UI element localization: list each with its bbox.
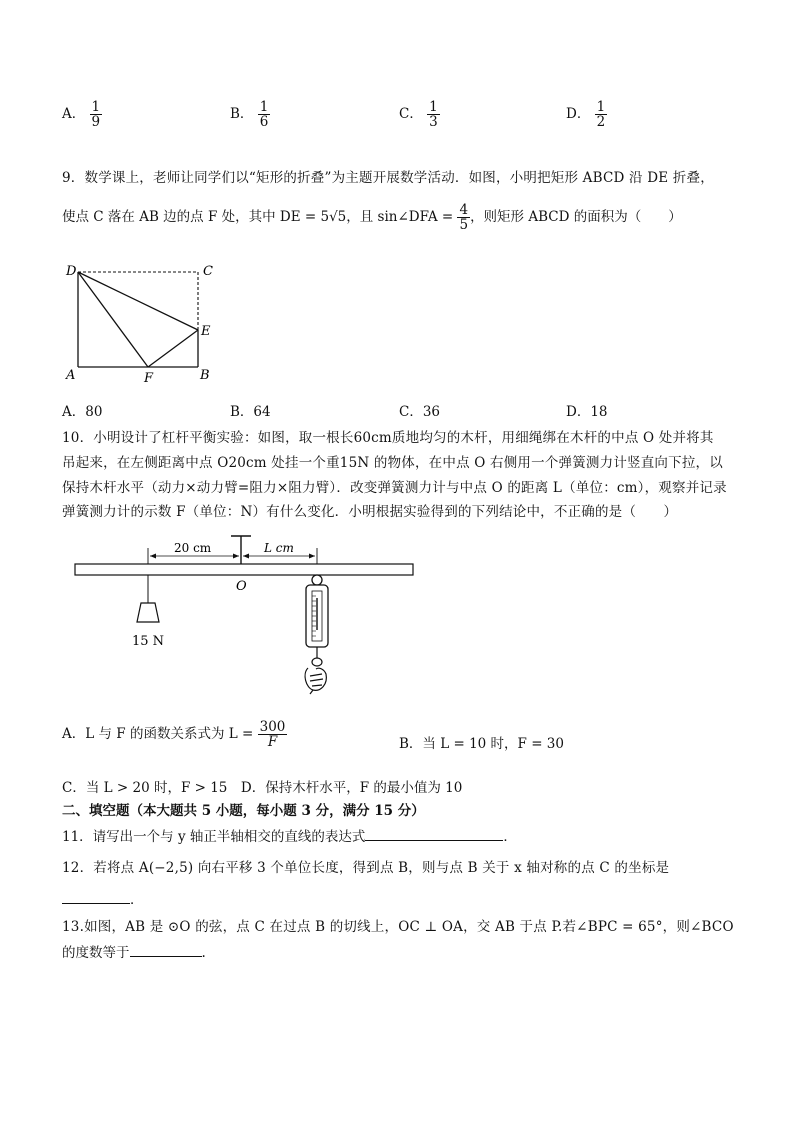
q10-text-line4: 弹簧测力计的示数 F（单位：N）有什么变化．小明根据实验得到的下列结论中，不正确的是（ ） (62, 504, 678, 520)
q8-option-a: A． $\frac{1}{9}$ (62, 99, 101, 131)
q13-answer-blank[interactable] (130, 944, 202, 957)
q10-options-c-d: C．当 L > 20 时，F > 15 D．保持木杆水平，F 的最小值为 10 (62, 780, 463, 796)
label-20cm: 20 cm (174, 541, 212, 555)
label-a: A (66, 368, 76, 383)
q13-text-line1: 13.如图，AB 是 ⊙O 的弦，点 C 在过点 B 的切线上，OC ⊥ OA，交 AB 于点 P.若∠BPC = 65°，则∠BCO (62, 919, 734, 935)
q9-text-line1: 9．数学课上，老师让同学们以“矩形的折叠”为主题开展数学活动．如图，小明把矩形 ABCD 沿 DE 折叠， (62, 170, 714, 186)
q11-answer-blank[interactable] (365, 828, 503, 841)
label-d: D (66, 264, 77, 279)
q13-text-line2: 的度数等于 . (62, 945, 206, 961)
right-arrow-end (309, 554, 315, 559)
q8-option-d: D． $\frac{1}{2}$ (566, 99, 606, 131)
q9-option-c: C．36 (399, 404, 441, 420)
scale-hook (312, 575, 322, 585)
q9-sin-fraction: $\frac{4}{5}$ (459, 202, 469, 234)
q12-text-line1: 12．若将点 A(−2,5) 向右平移 3 个单位长度，得到点 B，则与点 B 关于 x 轴对称的点 C 的坐标是 (62, 860, 670, 876)
q10-option-a: A．L 与 F 的函数关系式为 L = $\frac{300}{F}$ (62, 719, 286, 751)
segment-fe (148, 330, 198, 367)
q8-option-b-fraction: $\frac{1}{6}$ (259, 99, 269, 131)
q9-option-d: D．18 (566, 404, 608, 420)
left-arrow-start (150, 554, 156, 559)
section-title-fill-in: 二、填空题（本大题共 5 小题，每小题 3 分，满分 15 分） (62, 803, 425, 819)
q8-option-a-fraction: $\frac{1}{9}$ (91, 99, 101, 131)
q9-option-b: B．64 (230, 404, 271, 420)
label-lcm: L cm (264, 541, 294, 555)
q10-text-line3: 保持木杆水平（动力×动力臂=阻力×阻力臂）．改变弹簧测力计与中点 O 的距离 L（单位：cm），观察并记录 (62, 480, 727, 496)
q10-text-line2: 吊起来，在左侧距离中点 O20cm 处挂一个重15N 的物体，在中点 O 右侧用一个弹簧测力计竖直向下拉，以 (62, 455, 723, 471)
q10-option-a-fraction: $\frac{300}{F}$ (259, 719, 286, 751)
label-f: F (144, 371, 154, 386)
label-b: B (200, 368, 210, 383)
q9-text-line2: 使点 C 落在 AB 边的点 F 处，其中 DE = 5√5，且 sin∠DFA = $\frac{4}{5}$ ，则矩形 ABCD 的面积为（ ） (62, 202, 682, 234)
label-c: C (203, 264, 213, 279)
q8-option-b: B． $\frac{1}{6}$ (230, 99, 269, 131)
right-arrow-start (243, 554, 249, 559)
scale-ring (312, 658, 322, 666)
q12-answer-blank[interactable] (62, 891, 130, 904)
q9-option-a: A．80 (62, 404, 103, 420)
q11: 11．请写出一个与 y 轴正半轴相交的直线的表达式 ． (62, 829, 517, 845)
label-o: O (236, 579, 247, 594)
q8-option-c-fraction: $\frac{1}{3}$ (429, 99, 438, 131)
q8-option-d-fraction: $\frac{1}{2}$ (596, 99, 606, 131)
wooden-rod (75, 564, 413, 575)
hand-icon (305, 668, 326, 694)
label-15n: 15 N (132, 634, 165, 649)
left-arrow-end (233, 554, 239, 559)
weight-block (137, 603, 159, 622)
label-e: E (201, 324, 211, 339)
q10-lever-figure (70, 528, 420, 698)
q8-option-c: C． $\frac{1}{3}$ (399, 99, 438, 131)
q10-text-line1: 10．小明设计了杠杆平衡实验：如图，取一根长60cm质地均匀的木杆，用细绳绑在木杆的中点 O 处并将其 (62, 430, 714, 446)
q10-option-b: B．当 L = 10 时，F = 30 (399, 736, 564, 752)
q9-rectangle-figure (60, 262, 230, 387)
segment-df (78, 272, 148, 367)
q12-answer-line: ． (62, 888, 144, 908)
segment-de (78, 272, 198, 330)
